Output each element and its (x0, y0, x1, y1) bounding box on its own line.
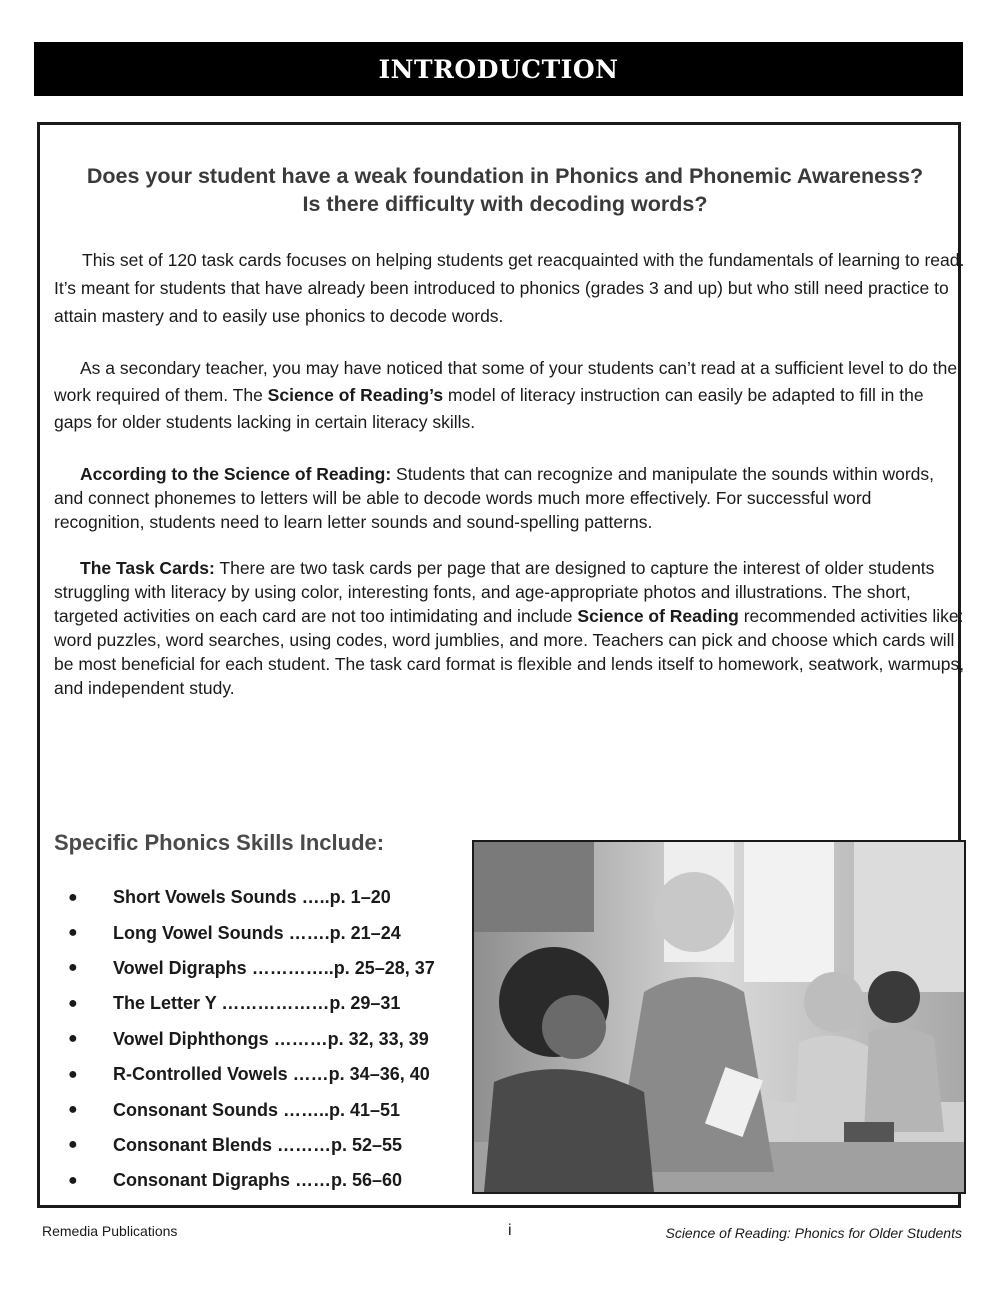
paragraph-2-text-b: model of literacy instruction can easily be adapted to fill in the gaps for older students lacking in certain literacy skills. (54, 385, 924, 432)
skill-item (68, 1163, 435, 1198)
bullet-icon: ● (68, 1065, 78, 1083)
skills-heading: Specific Phonics Skills Include: (54, 830, 385, 855)
paragraph-3-text: Students that can recognize and manipulate the sounds within words, and connect phonemes to letters will be able to decode words much more effectively. For successful word recognition, students need to learn letter sounds and sound-spelling patterns. (54, 464, 934, 532)
paragraph-secondary-teacher (54, 355, 966, 436)
skill-item-label: Consonant Digraphs ……p. 56–60 (113, 1170, 403, 1191)
skill-item (68, 1128, 435, 1163)
skill-item-label: Vowel Diphthongs ………p. 32, 33, 39 (113, 1028, 429, 1049)
skill-item (68, 951, 435, 986)
skill-item-label: R-Controlled Vowels ……p. 34–36, 40 (113, 1064, 430, 1085)
paragraph-intro-text: This set of 120 task cards focuses on helping students get reacquainted with the fundamentals of learning to read. It’s meant for students that have already been introduced to phonics (grades 3 and up) but who still need practice to attain mastery and to easily use phonics to decode words. (54, 250, 965, 326)
paragraph-4-lead: The Task Cards: (80, 558, 215, 578)
paragraph-4-text-a: There are two task cards per page that are designed to capture the interest of older students struggling with literacy by using color, interesting fonts, and age-appropriate photos and illustrations. The short, targeted activities on each card are not too intimidating and include (54, 558, 935, 626)
skill-item-label: Short Vowels Sounds …..p. 1–20 (113, 887, 391, 908)
paragraph-4-bold: Science of Reading (577, 606, 739, 626)
paragraph-2-text-a: As a secondary teacher, you may have noticed that some of your students can’t read at a sufficient level to do the work required of them. The (54, 358, 958, 405)
skill-item-label: Consonant Blends ………p. 52–55 (113, 1134, 403, 1155)
skill-item (68, 915, 435, 950)
skill-item-label: The Letter Y ………………p. 29–31 (113, 993, 401, 1014)
paragraph-task-cards (54, 556, 966, 700)
skill-item (68, 1022, 435, 1057)
paragraph-intro (54, 246, 966, 330)
paragraph-4-text-b: recommended activities like: word puzzles, word searches, using codes, word jumblies, and more. Teachers can pick and choose which cards will be most beneficial for each student. The task card format is flexible and lends itself to homework, seatwork, warmups, and independent study. (54, 606, 965, 698)
skill-item-label: Long Vowel Sounds …….p. 21–24 (113, 922, 401, 943)
bullet-icon: ● (68, 888, 78, 906)
skills-list (68, 880, 435, 1199)
paragraph-3-lead: According to the Science of Reading: (80, 464, 392, 484)
skill-item (68, 880, 435, 915)
bullet-icon: ● (68, 1030, 78, 1048)
skill-item (68, 1092, 435, 1127)
skill-item-label: Vowel Digraphs …………..p. 25–28, 37 (113, 957, 435, 978)
page-title: INTRODUCTION (378, 54, 619, 84)
skill-item-label: Consonant Sounds ……..p. 41–51 (113, 1099, 401, 1120)
footer-book-title: Science of Reading: Phonics for Older Students (665, 1225, 962, 1241)
bullet-icon: ● (68, 1136, 78, 1154)
paragraph-2-bold: Science of Reading’s (267, 385, 444, 405)
bullet-icon: ● (68, 1171, 78, 1189)
footer-publisher: Remedia Publications (42, 1223, 178, 1239)
headline-line-1: Does your student have a weak foundation in Phonics and Phonemic Awareness? (86, 164, 924, 188)
skill-item (68, 986, 435, 1021)
footer-page-number: i (508, 1222, 512, 1239)
headline (40, 162, 970, 218)
students-photo (472, 840, 966, 1194)
bullet-icon: ● (68, 994, 78, 1012)
bullet-icon: ● (68, 924, 78, 942)
bullet-icon: ● (68, 959, 78, 977)
paragraph-science-of-reading (54, 462, 966, 534)
skill-item (68, 1057, 435, 1092)
bullet-icon: ● (68, 1101, 78, 1119)
title-banner (34, 42, 963, 96)
headline-line-2: Is there difficulty with decoding words? (302, 192, 708, 216)
